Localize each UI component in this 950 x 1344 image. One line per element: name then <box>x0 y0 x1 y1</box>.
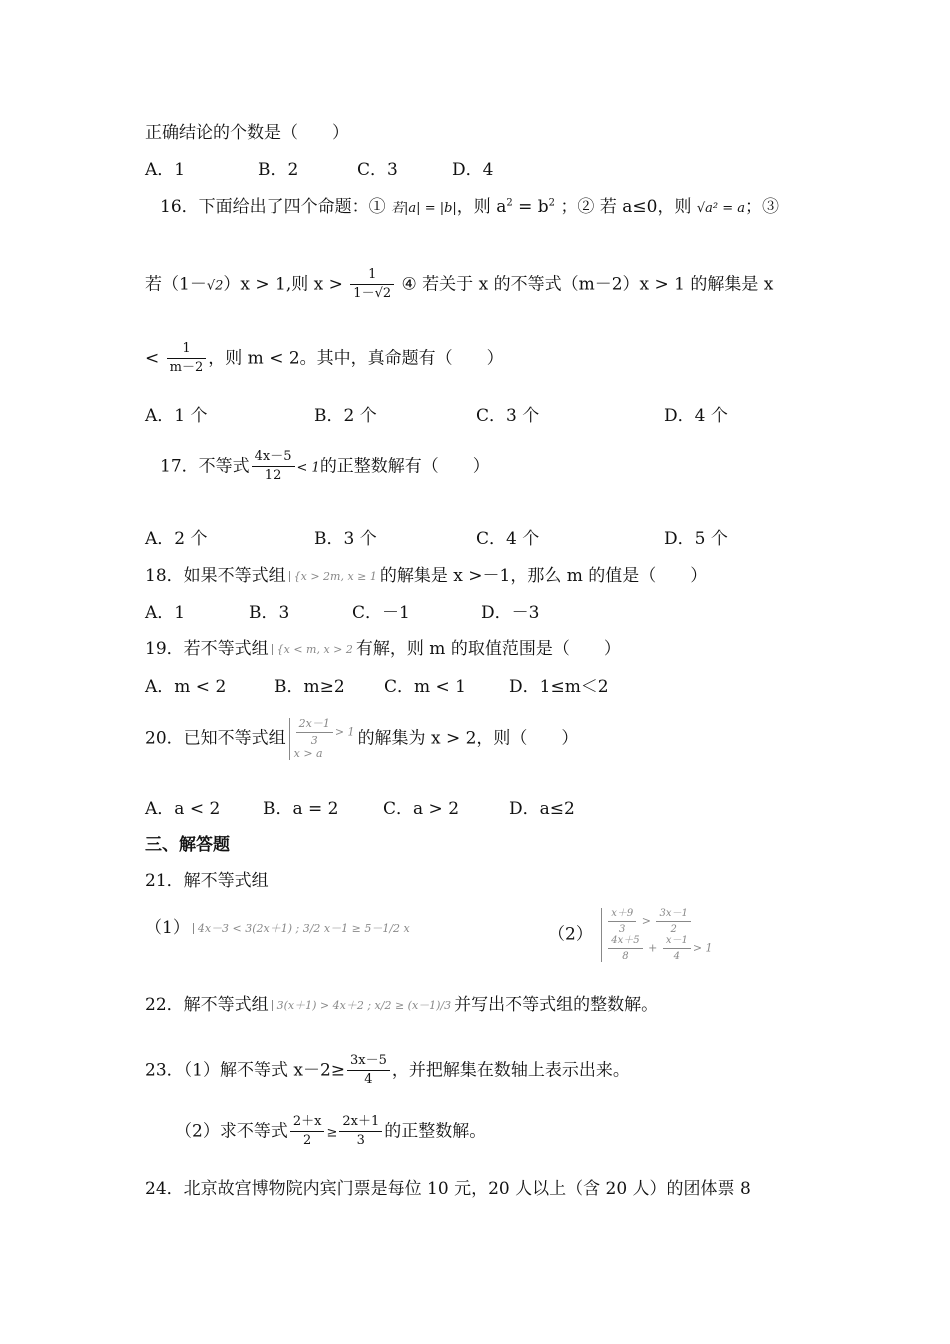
q19-option-d: D．1≤m＜2 <box>509 677 609 697</box>
q21-p2-frac-d-num: x－1 <box>663 935 691 949</box>
q21-title: 21．解不等式组 <box>145 871 269 891</box>
q19-intro: 19．若不等式组 <box>145 639 269 659</box>
q19-option-c: C．m < 1 <box>384 677 466 697</box>
q15-option-b: B．2 <box>258 160 299 180</box>
q23-part1-intro: 23．（1）解不等式 x－2≥ <box>145 1060 345 1081</box>
q20-frac <box>296 718 333 747</box>
q16-then: ，则 a <box>456 197 507 217</box>
q16-cond-start: 若（1－ <box>145 274 207 295</box>
q20-frac-den: 3 <box>310 734 318 748</box>
q20-frac-num: 2x－1 <box>296 718 333 733</box>
q20-question: 的解集为 x > 2，则（ ） <box>357 728 579 749</box>
q20-sys2: x > a <box>293 747 323 761</box>
q23-frac3 <box>339 1115 382 1149</box>
q22-stem <box>145 990 658 1015</box>
q23-frac2 <box>290 1115 325 1149</box>
q16-question: ，则 m < 2。其中，真命题有（ ） <box>208 348 504 369</box>
q23-frac3-den: 3 <box>356 1133 365 1149</box>
q20-option-b: B．a = 2 <box>263 799 339 819</box>
q16-line1: 16．下面给出了四个命题：① 若|a| = |b|，则 $a^2 = b^2$ ；② 若 a≤0，则 √a² = a；③ <box>160 197 780 217</box>
q16-option-a: A．1 个 <box>145 406 208 426</box>
q18-option-c: C．－1 <box>352 603 410 623</box>
q16-frac2 <box>167 342 207 376</box>
q16-cond-mid: ）x > 1,则 x > <box>223 274 343 295</box>
q23-part1 <box>145 1054 630 1088</box>
q16-frac2-num: 1 <box>167 342 207 359</box>
q17-option-c: C．4 个 <box>476 529 540 549</box>
q16-eq-b: = b <box>512 197 549 217</box>
q17-option-d: D．5 个 <box>664 529 728 549</box>
q23-frac1-den: 4 <box>364 1072 373 1088</box>
q21-part2-system: $\frac{x+9}{3}$ > $\frac{3x-1}{2}$ $\frac{4x+5}{8}$ + $\frac{x-1}{4}$ > 1 <box>601 908 712 962</box>
q20-option-c: C．a > 2 <box>383 799 460 819</box>
q16-prop3-marker: ；③ <box>745 197 780 217</box>
q17-frac-num: 4x－5 <box>252 450 295 467</box>
q21-part1-system: 4x－3 < 3(2x＋1) ; 3/2 x－1 ≥ 5－1/2 x <box>193 923 410 934</box>
q21-p2-frac-b-den: 2 <box>670 924 677 935</box>
q16-option-c: C．3 个 <box>476 406 540 426</box>
q21-part1-label: （1） <box>145 918 190 938</box>
q17-question: 的正整数解有（ ） <box>319 456 490 477</box>
q23-part2-intro: （2）求不等式 <box>175 1121 288 1142</box>
q23-frac1 <box>347 1054 390 1088</box>
q15-stem: 正确结论的个数是（ ） <box>145 123 349 143</box>
q23-ge: ≥ <box>326 1125 338 1141</box>
q23-frac1-num: 3x－5 <box>347 1054 390 1071</box>
q20-stem <box>145 718 578 760</box>
q18-option-d: D．－3 <box>481 603 540 623</box>
q16-option-b: B．2 个 <box>314 406 377 426</box>
q19-stem <box>145 634 621 659</box>
q21-p2-rhs: > 1 <box>692 941 713 955</box>
q21-p2-frac-c-den: 8 <box>622 951 629 962</box>
q17-intro: 17．不等式 <box>160 456 250 477</box>
q18-option-a: A．1 <box>145 603 186 623</box>
q16-frac1-den: 1－√2 <box>353 286 392 302</box>
q21-p2-frac-b <box>656 908 690 935</box>
q21-p2-frac-a-num: x＋9 <box>608 908 636 922</box>
q23-part1-question: ，并把解集在数轴上表示出来。 <box>391 1060 630 1081</box>
q20-option-d: D．a≤2 <box>509 799 575 819</box>
q22-system: 3(x＋1) > 4x＋2 ; x/2 ≥ (x－1)/3 <box>272 1000 452 1011</box>
q23-frac2-num: 2＋x <box>290 1115 325 1132</box>
q20-system <box>289 718 355 760</box>
q20-option-a: A．a < 2 <box>145 799 221 819</box>
q21-p2-frac-d <box>663 935 691 962</box>
q22-intro: 22．解不等式组 <box>145 995 269 1015</box>
q16-prop2: ；② 若 a≤0，则 <box>560 197 692 217</box>
q18-question: 的解集是 x >－1，那么 m 的值是（ ） <box>379 566 708 586</box>
q17-frac <box>252 450 295 484</box>
q18-option-b: B．3 <box>249 603 290 623</box>
q16-lt: < <box>145 348 160 369</box>
q18-intro: 18．如果不等式组 <box>145 566 286 586</box>
q16-frac2-den: m－2 <box>169 360 204 376</box>
q21-p2-frac-a <box>608 908 636 935</box>
q21-p2-frac-a-den: 3 <box>619 924 626 935</box>
q17-lt: < 1 <box>296 460 320 476</box>
q19-question: 有解，则 m 的取值范围是（ ） <box>355 639 621 659</box>
q17-stem <box>160 450 490 484</box>
q21-part2-label: （2） <box>548 924 593 945</box>
q19-option-a: A．m < 2 <box>145 677 227 697</box>
q16-sqrt-expr: √a² = a <box>696 201 746 216</box>
q16-frac1 <box>350 268 394 302</box>
q21-p2-frac-c <box>608 935 642 962</box>
section-title: 三、解答题 <box>145 835 230 855</box>
q16-abs-expr: 若|a| = |b| <box>391 201 457 216</box>
q16-frac1-num: 1 <box>350 268 394 285</box>
q16-line3 <box>145 342 504 376</box>
q15-option-a: A．1 <box>145 160 186 180</box>
q16-option-d: D．4 个 <box>664 406 728 426</box>
q20-sys1-rhs: > 1 <box>334 725 355 739</box>
q21-p2-frac-c-num: 4x＋5 <box>608 935 642 949</box>
q15-option-c: C．3 <box>357 160 398 180</box>
q24-stem: 24．北京故宫博物院内宾门票是每位 10 元，20 人以上（含 20 人）的团体票 8 <box>145 1179 751 1199</box>
q17-option-a: A．2 个 <box>145 529 208 549</box>
q23-frac3-num: 2x＋1 <box>339 1115 382 1132</box>
q22-question: 并写出不等式组的整数解。 <box>454 995 659 1015</box>
q18-stem <box>145 561 707 586</box>
q23-frac2-den: 2 <box>302 1133 312 1149</box>
q21-p2-frac-b-num: 3x－1 <box>656 908 690 922</box>
q19-system: {x < m, x > 2 <box>272 644 353 655</box>
q23-part2-question: 的正整数解。 <box>384 1121 487 1142</box>
q20-intro: 20．已知不等式组 <box>145 728 286 749</box>
q17-frac-den: 12 <box>264 468 282 484</box>
q16-line2 <box>145 268 773 302</box>
q15-option-d: D．4 <box>452 160 494 180</box>
q16-intro: 16．下面给出了四个命题：① <box>160 197 386 217</box>
q21-part2 <box>548 908 716 962</box>
q16-prop4: ④ 若关于 x 的不等式（m－2）x > 1 的解集是 x <box>401 274 774 295</box>
q16-sqrt2: √2 <box>206 278 224 294</box>
q21-part1 <box>145 913 413 938</box>
q19-option-b: B．m≥2 <box>274 677 345 697</box>
q23-part2 <box>175 1115 486 1149</box>
q18-system: {x > 2m, x ≥ 1 <box>289 571 377 582</box>
q21-p2-frac-d-den: 4 <box>673 951 681 962</box>
q17-option-b: B．3 个 <box>314 529 377 549</box>
